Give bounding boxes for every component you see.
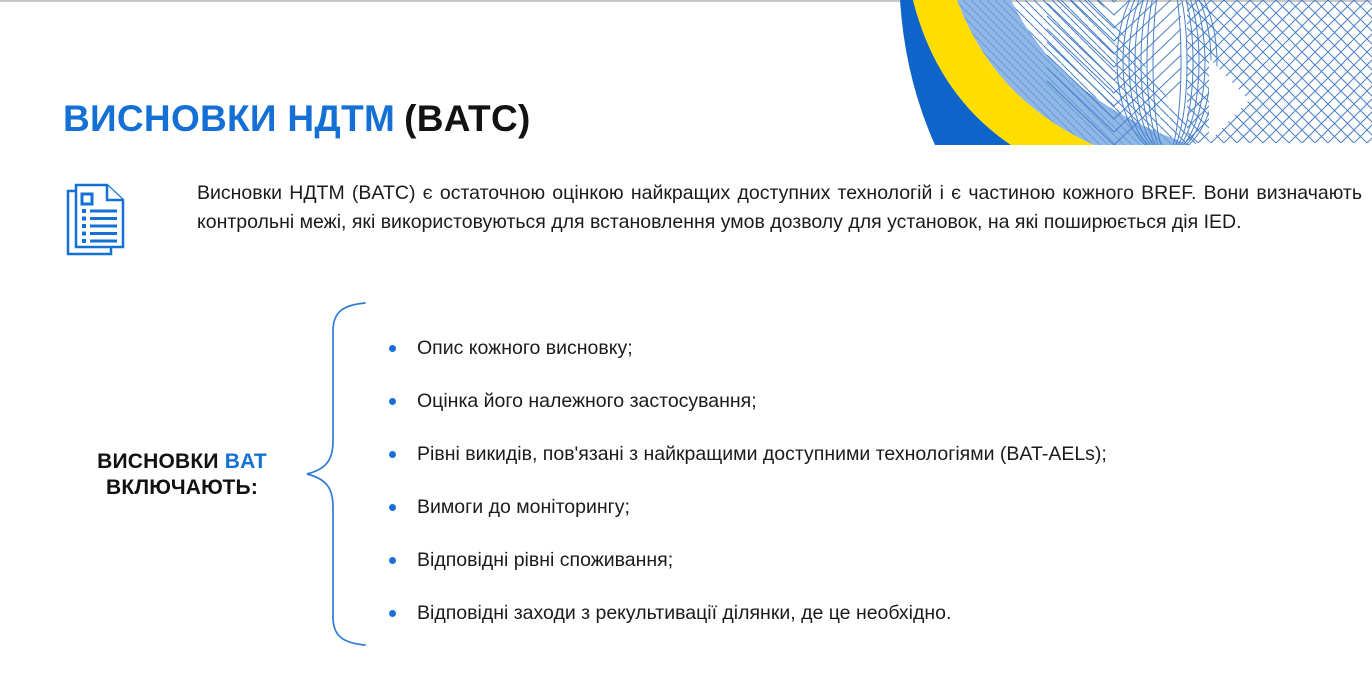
flag-ribbon-graphic [899,0,1372,145]
bullet-dot-icon [389,451,396,458]
bullet-dot-icon [389,398,396,405]
conclusions-label-line2: ВКЛЮЧАЮТЬ: [105,476,259,499]
bullet-text: Вимоги до моніторингу; [417,496,630,518]
bullet-text: Відповідні рівні споживання; [417,549,674,571]
bullet-text: Опис кожного висновку; [417,337,633,359]
curly-brace [303,300,369,648]
intro-paragraph: Висновки НДТМ (BATC) є остаточною оцінкою найкращих доступних технологій і є частиною кожного BREF. Вони визначають контрольні межі, які використовуються для встановлення умов дозволу для установок, на які поширюється дія IED. [197,182,1362,233]
bullet-text: Відповідні заходи з рекультивації ділянки, де це необхідно. [417,602,952,624]
list-item [385,481,1130,534]
bullet-text: Оцінка його належного застосування; [417,390,757,412]
document-icon [66,183,126,257]
bullet-text: Рівні викидів, пов'язані з найкращими доступними технологіями (BAT-AELs); [417,443,1107,465]
bullet-dot-icon [389,610,396,617]
label-prefix: ВИСНОВКИ [97,450,219,473]
list-item [385,375,1130,428]
conclusions-label-line1 [56,449,308,475]
bullet-dot-icon [389,345,396,352]
page-title [63,98,531,140]
title-suffix: (BATC) [404,98,531,139]
bullet-list [385,322,1130,640]
list-item [385,534,1130,587]
bullet-dot-icon [389,557,396,564]
title-main: ВИСНОВКИ НДТМ [63,98,396,139]
label-bat-highlight: BAT [224,450,267,473]
bullet-dot-icon [389,504,396,511]
conclusions-label [56,449,308,501]
list-item [385,587,1130,640]
list-item [385,428,1130,481]
list-item [385,322,1130,375]
